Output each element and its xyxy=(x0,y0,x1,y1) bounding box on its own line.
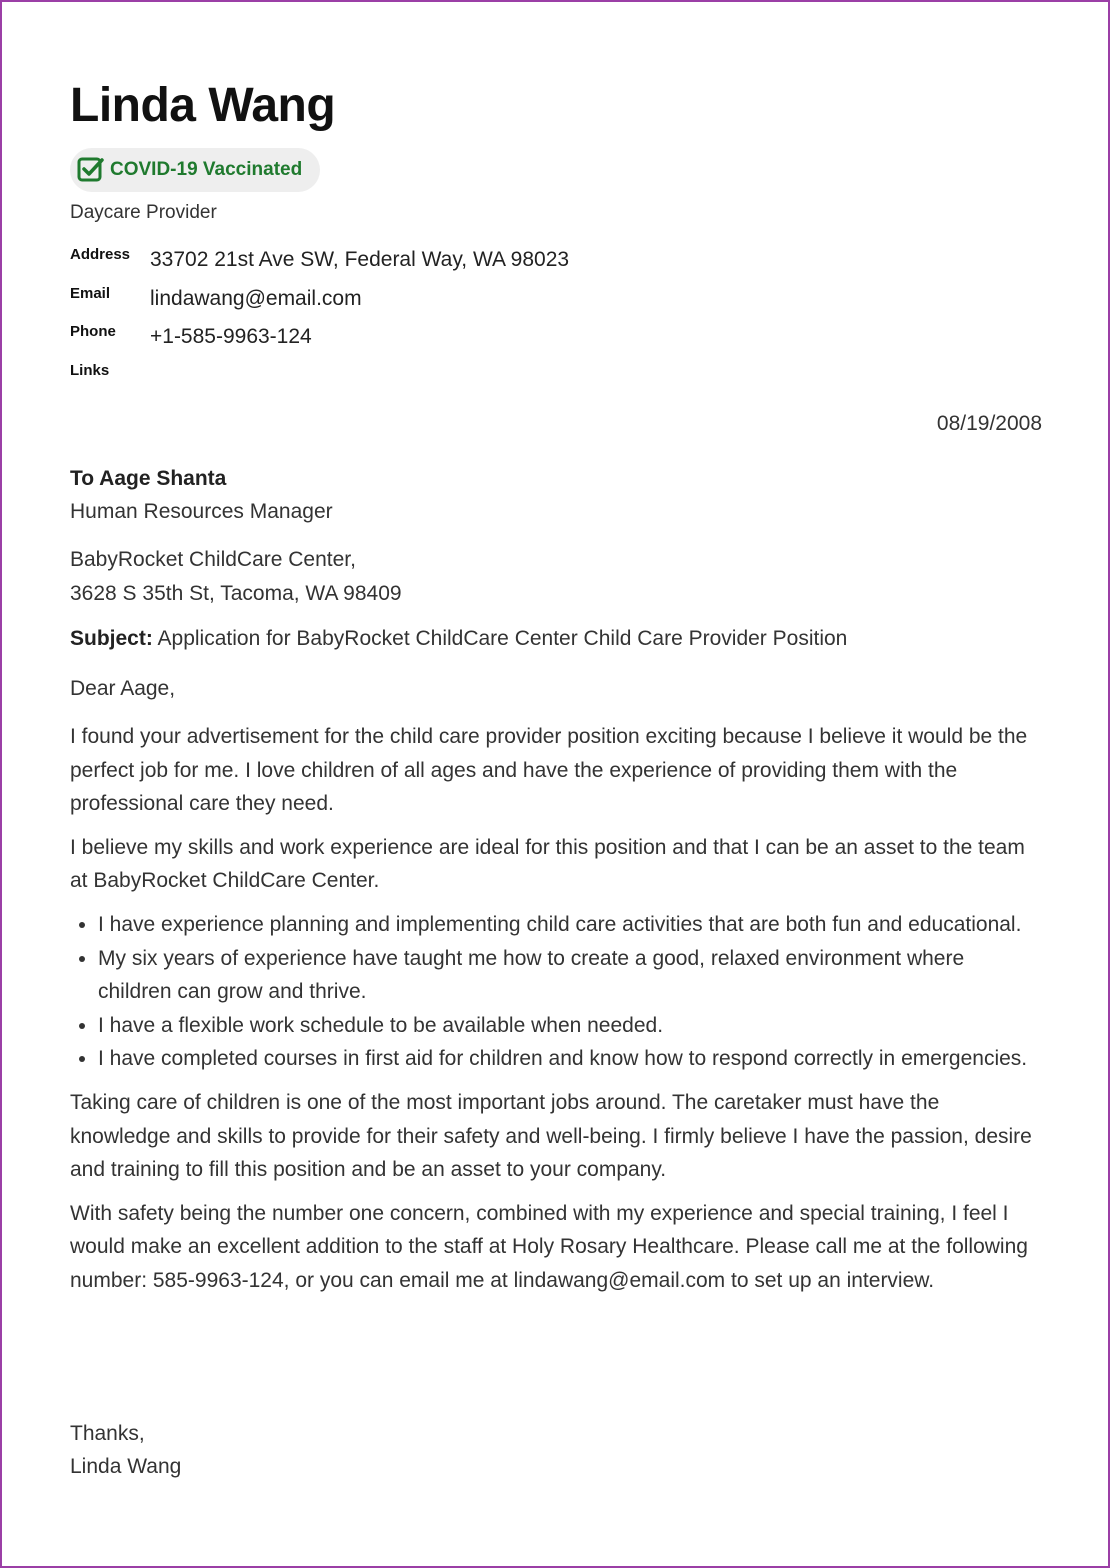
greeting: Dear Aage, xyxy=(70,677,176,700)
body-paragraph: With safety being the number one concern, combined with my experience and special training, I feel I would make an excellent addition to the staff at Holy Rosary Healthcare. Please call me at the following number: 585-9963-124, or you can email me at lindawang@email.com to set up an interview. xyxy=(70,1201,1028,1292)
phone-label: Phone xyxy=(70,323,116,340)
subject-label: Subject: xyxy=(70,627,153,650)
address-value: 33702 21st Ave SW, Federal Way, WA 98023 xyxy=(150,248,570,271)
list-item: • I have experience planning and implementing child care activities that are both fun and educational. xyxy=(98,908,1042,942)
subject-text: Application for BabyRocket ChildCare Center Child Care Provider Position xyxy=(152,627,848,650)
list-item: • I have a flexible work schedule to be available when needed. xyxy=(98,1009,1042,1043)
applicant-name: Linda Wang xyxy=(70,79,336,132)
company-name: BabyRocket ChildCare Center, xyxy=(70,548,356,571)
recipient-title: Human Resources Manager xyxy=(70,500,333,523)
company-address: 3628 S 35th St, Tacoma, WA 98409 xyxy=(70,582,402,605)
job-title: Daycare Provider xyxy=(70,202,217,223)
vaccination-badge xyxy=(70,148,320,192)
subject-line xyxy=(70,627,847,651)
badge-label: COVID-19 Vaccinated xyxy=(110,159,303,180)
phone-value: +1-585-9963-124 xyxy=(150,325,312,348)
qualifications-list xyxy=(70,908,1042,1076)
recipient-block xyxy=(70,462,333,528)
company-block xyxy=(70,543,402,611)
list-item: • I have completed courses in first aid for children and know how to respond correctly in emergencies. xyxy=(98,1042,1042,1076)
body-paragraph: I believe my skills and work experience are ideal for this position and that I can be an asset to the team at BabyRocket ChildCare Center. xyxy=(70,835,1025,893)
email-label: Email xyxy=(70,284,111,302)
email-value[interactable]: lindawang@email.com xyxy=(150,286,362,310)
letter-date: 08/19/2008 xyxy=(936,412,1042,435)
closing-block xyxy=(70,1417,181,1483)
body-paragraph: Taking care of children is one of the most important jobs around. The caretaker must have the knowledge and skills to provide for their safety and well-being. I firmly believe I have the passion, desire and training to fill this position and be an asset to your company. xyxy=(70,1090,1032,1182)
links-label: Links xyxy=(70,361,110,379)
body-paragraph: I found your advertisement for the child care provider position exciting because I believe it would be the perfect job for me. I love children of all ages and have the experience of providing them with the professional care they need. xyxy=(70,725,1028,816)
checkbox-check-icon xyxy=(76,156,104,184)
signature-name: Linda Wang xyxy=(70,1455,182,1478)
recipient-name: To Aage Shanta xyxy=(70,467,227,490)
list-item: • My six years of experience have taught me how to create a good, relaxed environment where children can grow and thrive. xyxy=(98,942,1042,1009)
letter-body xyxy=(70,720,1042,1308)
signoff: Thanks, xyxy=(70,1422,145,1445)
address-label: Address xyxy=(70,246,131,263)
